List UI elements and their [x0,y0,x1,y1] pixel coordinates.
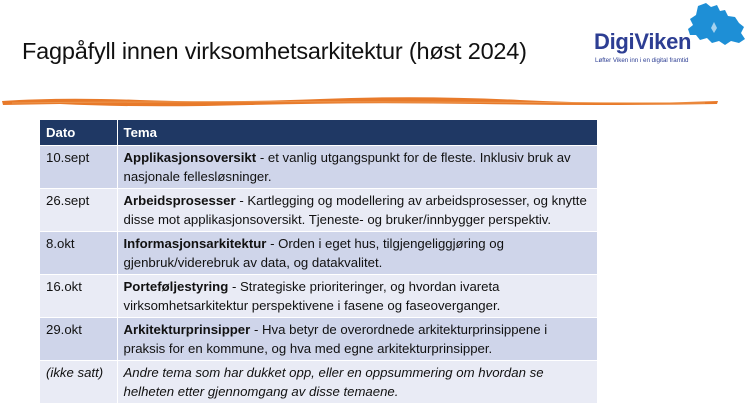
table-row [40,318,598,361]
schedule-table [40,120,598,403]
logo-tagline: Løfter Viken inn i en digital framtid [595,57,688,64]
row-topic [117,361,598,403]
topic-name: Porteføljestyring [124,279,229,294]
viken-map-icon [684,2,746,46]
row-date: 16.okt [40,275,117,318]
table-header-row [40,120,598,146]
topic-description: - et vanlig utgangspunkt for de fleste. Inklusiv bruk av nasjonale fellesløsninger. [124,150,571,184]
row-date: 10.sept [40,146,117,189]
table-row [40,232,598,275]
topic-name: Informasjonsarkitektur [124,236,267,251]
row-topic [117,189,598,232]
topic-description: Andre tema som har dukket opp, eller en oppsummering om hvordan se helheten etter gjennomgang av disse temaene. [124,365,544,399]
row-topic [117,318,598,361]
row-topic [117,232,598,275]
row-topic [117,146,598,189]
topic-name: Arkitekturprinsipper [124,322,251,337]
table-row [40,361,598,403]
header-topic: Tema [117,120,598,146]
topic-name: Arbeidsprosesser [124,193,236,208]
table-row [40,275,598,318]
table-row [40,146,598,189]
header-date: Dato [40,120,117,146]
row-date: 29.okt [40,318,117,361]
topic-name: Applikasjonsoversikt [124,150,257,165]
logo-wordmark: DigiViken [594,29,691,55]
row-date: 8.okt [40,232,117,275]
topic-description: - Kartlegging og modellering av arbeidsprosesser, og knytte disse mot applikasjonsoversikt. Tjeneste- og bruker/innbygger perspektiv. [124,193,587,227]
topic-description: - Strategiske prioriteringer, og hvordan ivareta virksomhetsarkitektur perspektivene i fasene og faseoverganger. [124,279,501,313]
digiviken-logo [594,2,746,70]
row-topic [117,275,598,318]
orange-brush-divider [0,94,720,110]
slide-title: Fagpåfyll innen virksomhetsarkitektur (høst 2024) [22,38,527,65]
topic-description: - Hva betyr de overordnede arkitekturprinsippene i praksis for en kommune, og hva med egne arkitekturprinsipper. [124,322,548,356]
row-date: (ikke satt) [40,361,117,403]
row-date: 26.sept [40,189,117,232]
table-row [40,189,598,232]
topic-description: - Orden i eget hus, tilgjengeliggjøring og gjenbruk/viderebruk av data, og datakvalitet. [124,236,504,270]
